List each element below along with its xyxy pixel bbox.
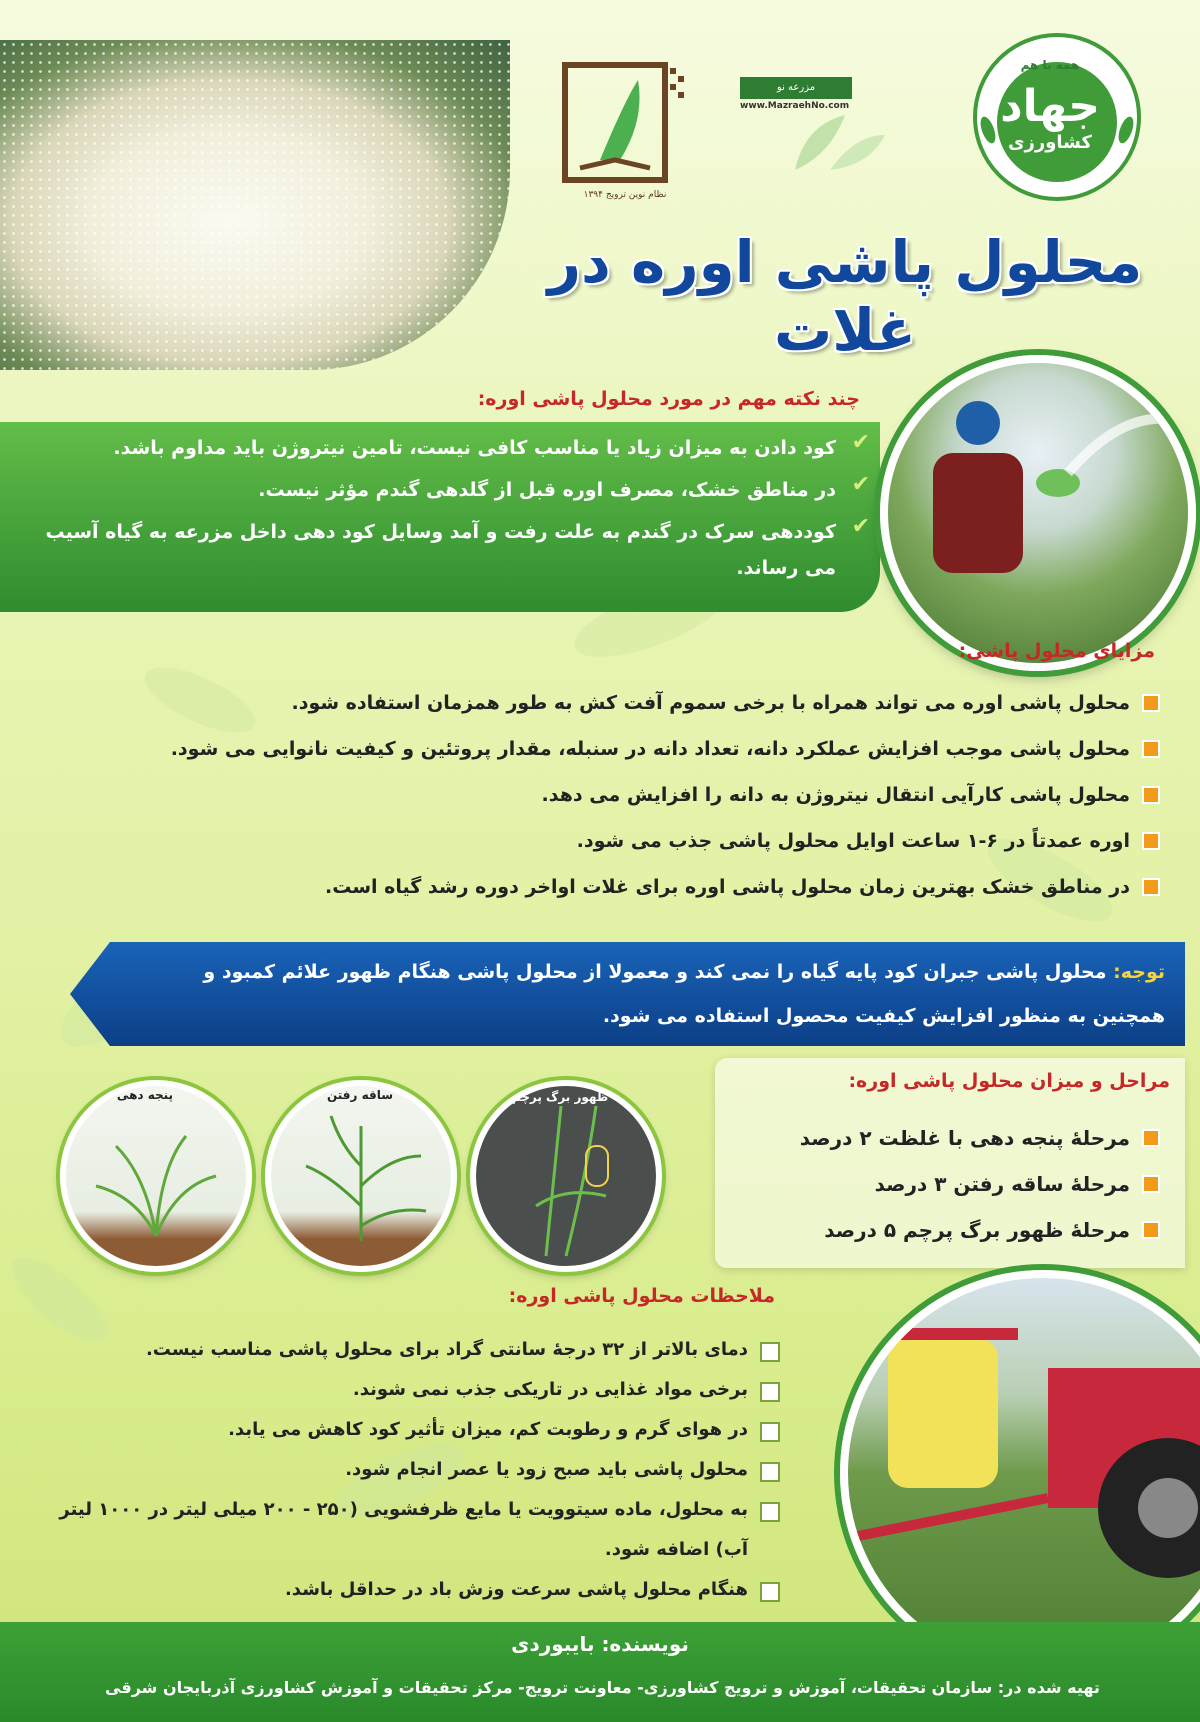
square-bullet-icon	[1142, 740, 1160, 758]
list-item: مرحلهٔ پنجه دهی با غلظت ۲ درصد	[740, 1115, 1160, 1161]
list-item: هنگام محلول پاشی سرعت وزش باد در حداقل باشد.	[40, 1570, 780, 1610]
square-bullet-icon	[760, 1462, 780, 1482]
jahad-subtitle: کشاورزی	[1008, 132, 1092, 153]
stages-heading: مراحل و میزان محلول پاشی اوره:	[848, 1070, 1170, 1092]
flag-leaf-stage-label: ظهور برگ پرچم	[511, 1090, 609, 1104]
farmer-spraying-photo	[880, 355, 1196, 671]
key-points-heading: چند نکته مهم در مورد محلول پاشی اوره:	[477, 388, 860, 410]
square-bullet-icon	[1142, 786, 1160, 804]
square-bullet-icon	[1142, 878, 1160, 896]
list-item: برخی مواد غذایی در تاریکی جذب نمی شوند.	[40, 1370, 780, 1410]
list-item: ✔ در مناطق خشک، مصرف اوره قبل از گلدهی گندم مؤثر نیست.	[258, 472, 870, 501]
list-item: مرحلهٔ ساقه رفتن ۳ درصد	[740, 1161, 1160, 1207]
tillering-stage-photo	[60, 1080, 252, 1272]
author-name: بایبوردی	[511, 1632, 595, 1656]
list-item: مرحلهٔ ظهور برگ پرچم ۵ درصد	[740, 1207, 1160, 1253]
page-title: محلول پاشی اوره در غلات	[547, 228, 1143, 364]
square-bullet-icon	[760, 1502, 780, 1522]
advantages-heading: مزایای محلول پاشی:	[958, 640, 1155, 662]
list-item: دمای بالاتر از ۳۲ درجهٔ سانتی گراد برای محلول پاشی مناسب نیست.	[40, 1330, 780, 1370]
remarks-heading: ملاحظات محلول پاشی اوره:	[508, 1285, 775, 1307]
list-item: محلول پاشی اوره می تواند همراه با برخی سموم آفت کش به طور همزمان استفاده شود.	[50, 680, 1160, 726]
remarks-list	[40, 1330, 780, 1610]
square-bullet-icon	[1142, 694, 1160, 712]
list-item: محلول پاشی کارآیی انتقال نیتروژن به دانه را افزایش می دهد.	[50, 772, 1160, 818]
list-item: در هوای گرم و رطوبت کم، میزان تأثیر کود کاهش می یابد.	[40, 1410, 780, 1450]
stem-elongation-stage-label: ساقه رفتن	[326, 1088, 394, 1102]
square-bullet-icon	[1142, 1129, 1160, 1147]
key-points-list	[40, 430, 870, 592]
stem-elongation-stage-photo	[265, 1080, 457, 1272]
organization-credit: تهیه شده در: سازمان تحقیقات، آموزش و ترویج کشاورزی- معاونت ترویج- مرکز تحقیقات و آموزش کشاورزی آذربایجان شرقی	[105, 1678, 1100, 1697]
square-bullet-icon	[760, 1422, 780, 1442]
jahad-slogan: همه با هم	[1020, 58, 1080, 72]
check-icon: ✔	[851, 514, 870, 539]
square-bullet-icon	[1142, 1221, 1160, 1239]
note-label: توجه:	[1113, 961, 1165, 983]
square-bullet-icon	[760, 1382, 780, 1402]
mazraeh-no-url: www.MazraehNo.com	[740, 101, 850, 111]
square-bullet-icon	[760, 1342, 780, 1362]
note-text	[140, 950, 1165, 1038]
list-item: محلول پاشی باید صبح زود یا عصر انجام شود.	[40, 1450, 780, 1490]
check-icon: ✔	[851, 472, 870, 497]
note-body: محلول پاشی جبران کود پایه گیاه را نمی کند و معمولا از محلول پاشی هنگام ظهور علائم کمبود و همچنین به منظور افزایش کیفیت محصول استفاده می شود.	[203, 961, 1165, 1027]
author-label: نویسنده:	[601, 1632, 689, 1656]
check-icon: ✔	[851, 430, 870, 455]
flag-leaf-stage-photo	[470, 1080, 662, 1272]
stages-list	[740, 1115, 1160, 1253]
avaa-logo	[560, 60, 690, 200]
author-line	[0, 1632, 1200, 1656]
list-item: اوره عمدتاً در ۶-۱ ساعت اوایل محلول پاشی جذب می شود.	[50, 818, 1160, 864]
list-item: ✔ کود دادن به میزان زیاد یا مناسب کافی نیست، تامین نیتروژن باید مداوم باشد.	[113, 430, 870, 459]
tractor-sprayer-photo	[840, 1270, 1200, 1676]
list-item: در مناطق خشک بهترین زمان محلول پاشی اوره برای غلات اواخر دوره رشد گیاه است.	[50, 864, 1160, 910]
list-item: ✔ کوددهی سرک در گندم به علت رفت و آمد وسایل کود دهی داخل مزرعه به گیاه آسیب می رساند.	[45, 514, 870, 579]
tillering-stage-label: پنجه دهی	[116, 1088, 174, 1102]
list-item: به محلول، ماده سیتوویت یا مایع ظرفشویی (۲۵۰ - ۲۰۰ میلی لیتر در ۱۰۰۰ لیتر آب) اضافه شود.	[40, 1490, 780, 1570]
list-item: محلول پاشی موجب افزایش عملکرد دانه، تعداد دانه در سنبله، مقدار پروتئین و کیفیت نانوایی می شود.	[50, 726, 1160, 772]
advantages-list	[50, 680, 1160, 910]
mazraeh-no-tag: مزرعه نو	[740, 77, 852, 99]
urea-granules-photo	[0, 40, 510, 370]
jahad-wordmark: جهاد	[1000, 81, 1100, 132]
square-bullet-icon	[1142, 832, 1160, 850]
square-bullet-icon	[1142, 1175, 1160, 1193]
avaa-logo-caption: نظام نوین ترویج ۱۳۹۴	[583, 190, 667, 200]
square-bullet-icon	[760, 1582, 780, 1602]
